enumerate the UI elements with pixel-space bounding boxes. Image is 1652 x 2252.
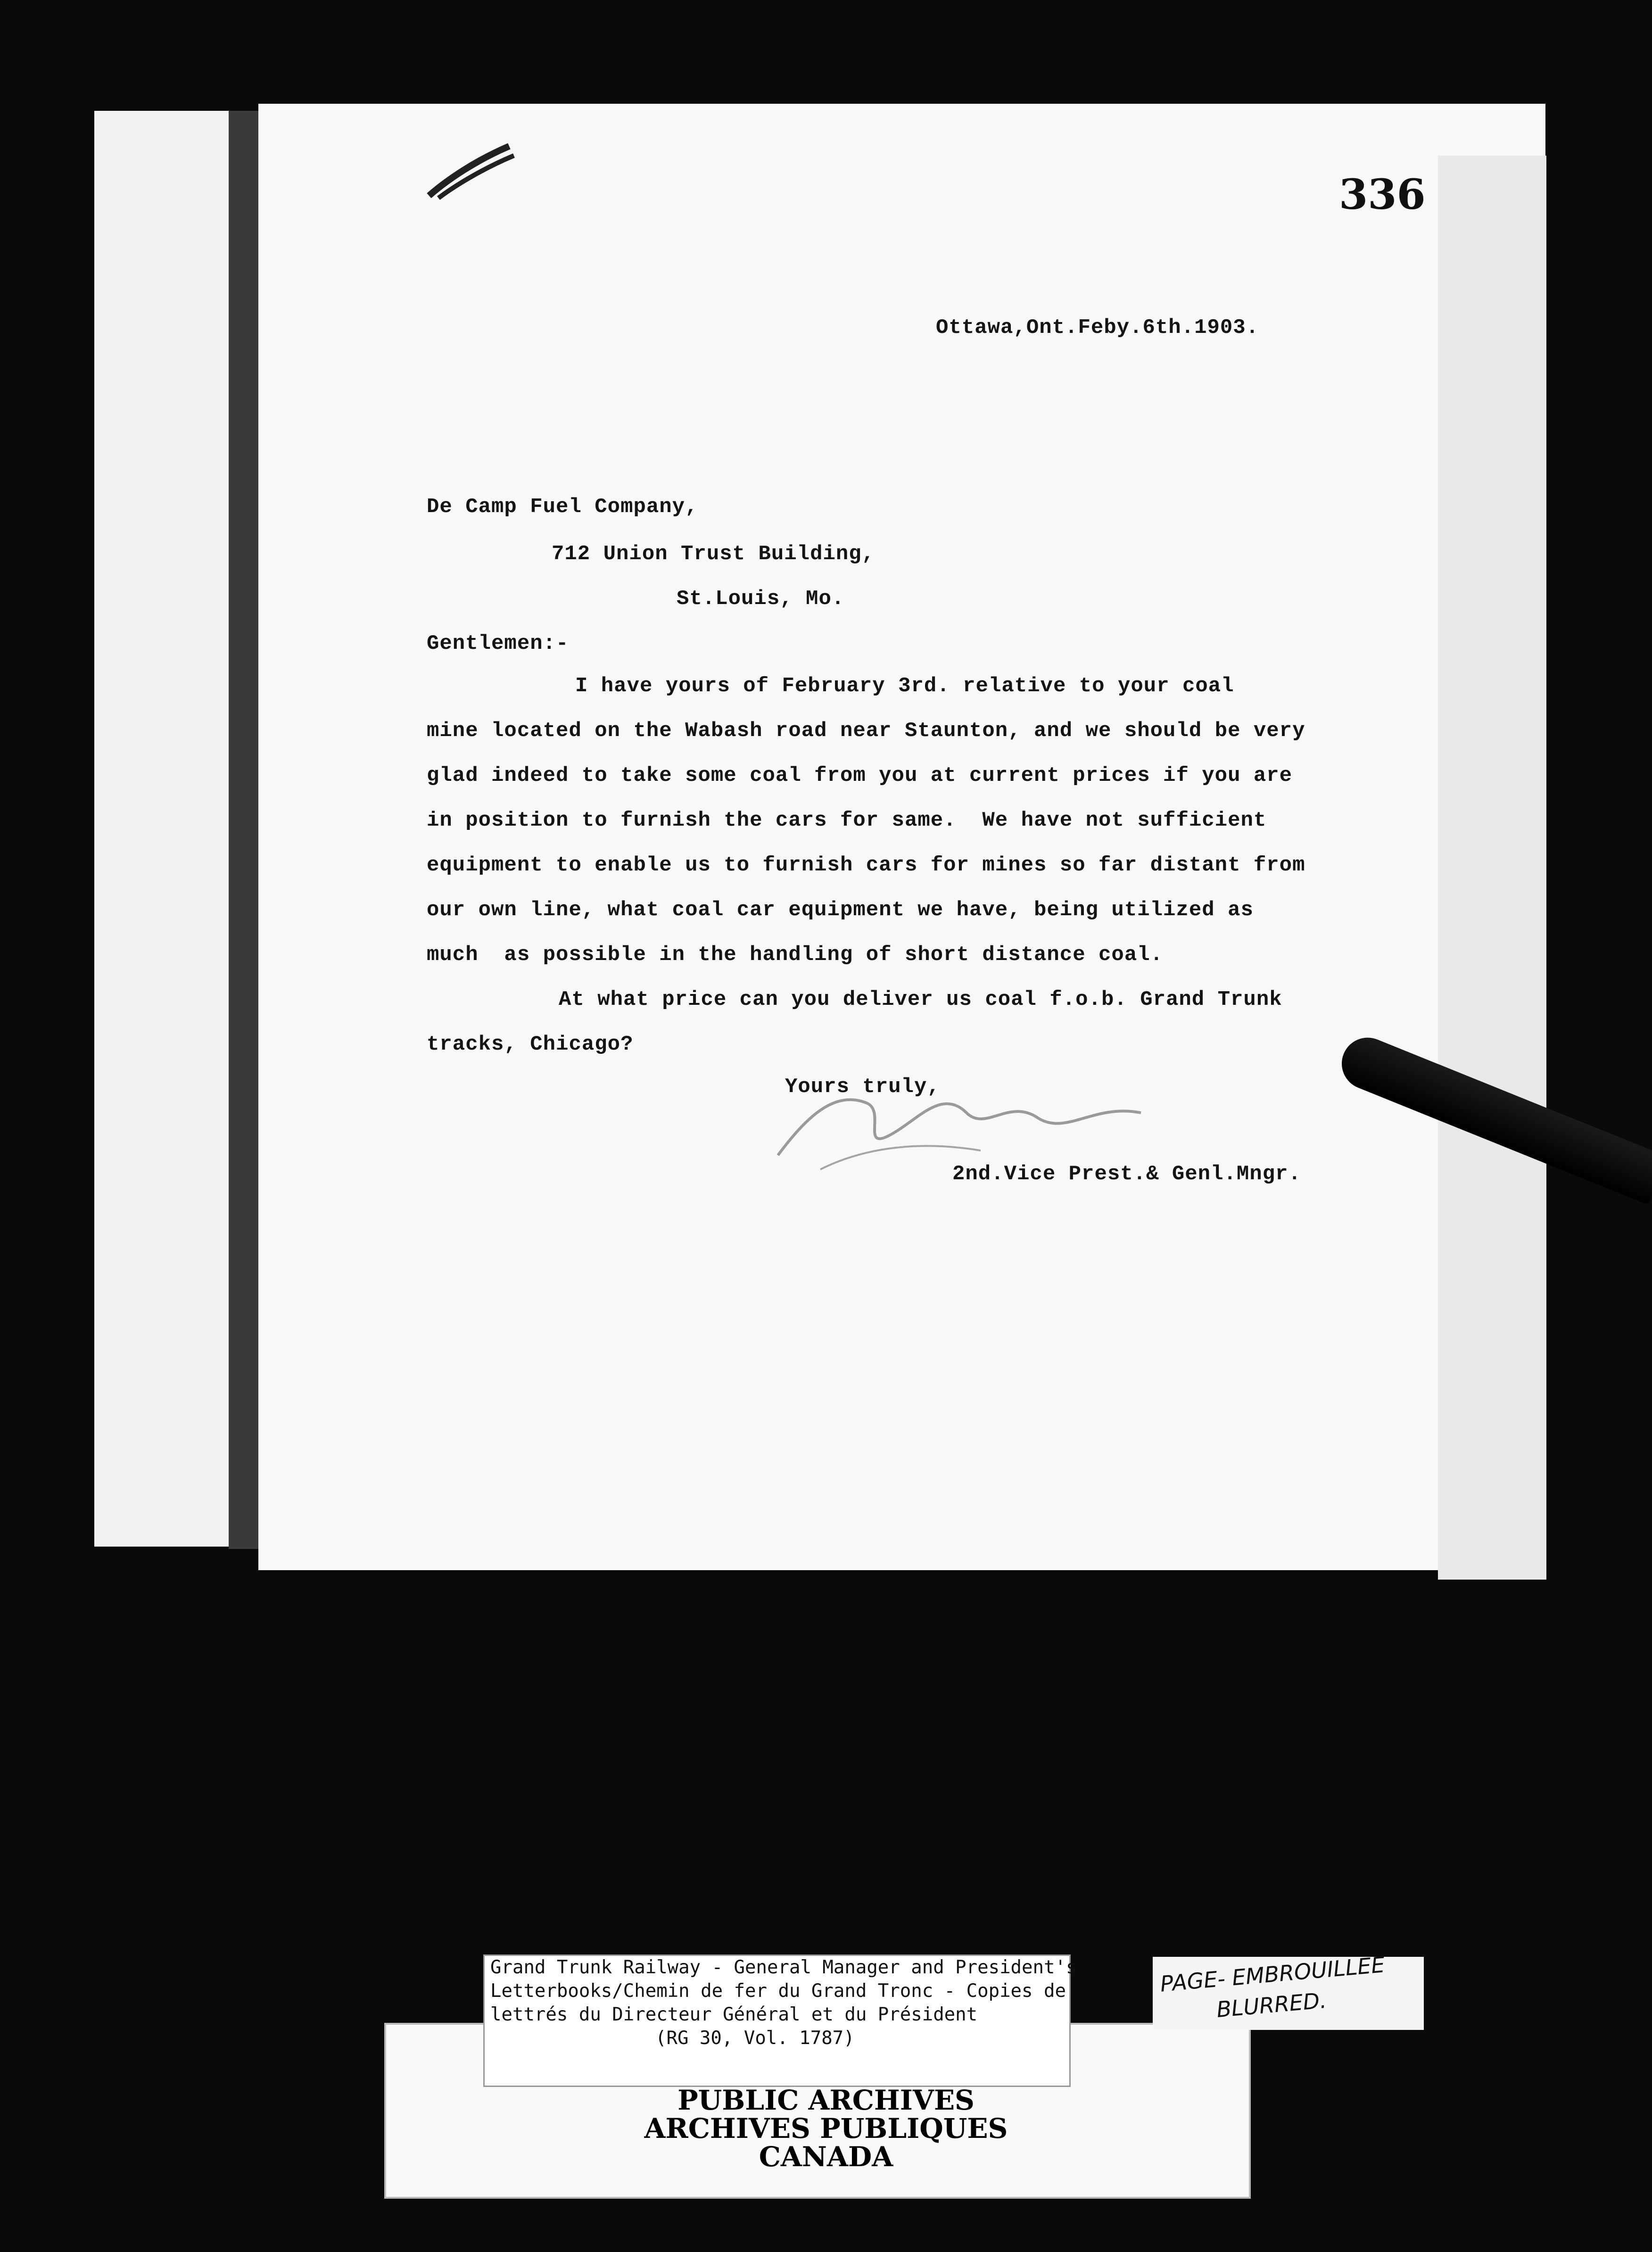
body-line: mine located on the Wabash road near Staunton, and we should be very [427,719,1305,743]
body-line: our own line, what coal car equipment we have, being utilized as [427,898,1254,922]
note-line: BLURRED. [1215,1987,1328,2023]
body-line: equipment to enable us to furnish cars for mines so far distant from [427,853,1305,877]
body-line: much as possible in the handling of short distance coal. [427,943,1164,967]
signatory-title: 2nd.Vice Prest.& Genl.Mngr. [952,1162,1301,1186]
salutation: Gentlemen:- [427,632,569,655]
archive-name-fr: ARCHIVES PUBLIQUES [644,2112,1008,2144]
letter-date: Ottawa,Ont.Feby.6th.1903. [936,316,1259,339]
label-line: Letterbooks/Chemin de fer du Grand Tronc - Copies de [490,1980,1066,2002]
recipient-city: St.Louis, Mo. [677,587,845,611]
closing: Yours truly, [785,1075,940,1099]
note-line: PAGE- EMBROUILLEE [1159,1952,1386,1997]
body-line: in position to furnish the cars for same. We have not sufficient [427,809,1267,832]
faint-signature [764,1061,1155,1188]
label-line: (RG 30, Vol. 1787) [655,2028,855,2049]
archive-country: CANADA [759,2141,893,2173]
archive-name-en: PUBLIC ARCHIVES [677,2084,975,2116]
page-number: 336 [1339,170,1426,219]
body-line: I have yours of February 3rd. relative to your coal [575,674,1234,698]
body-line: glad indeed to take some coal from you at current prices if you are [427,764,1293,787]
label-line: Grand Trunk Railway - General Manager and President's [490,1957,1077,1978]
recipient-name: De Camp Fuel Company, [427,495,698,519]
recipient-address: 712 Union Trust Building, [552,542,875,566]
label-line: lettrés du Directeur Général et du Président [490,2004,978,2025]
body-line: tracks, Chicago? [427,1033,634,1056]
body-line: At what price can you deliver us coal f.o.b. Grand Trunk [559,988,1282,1011]
